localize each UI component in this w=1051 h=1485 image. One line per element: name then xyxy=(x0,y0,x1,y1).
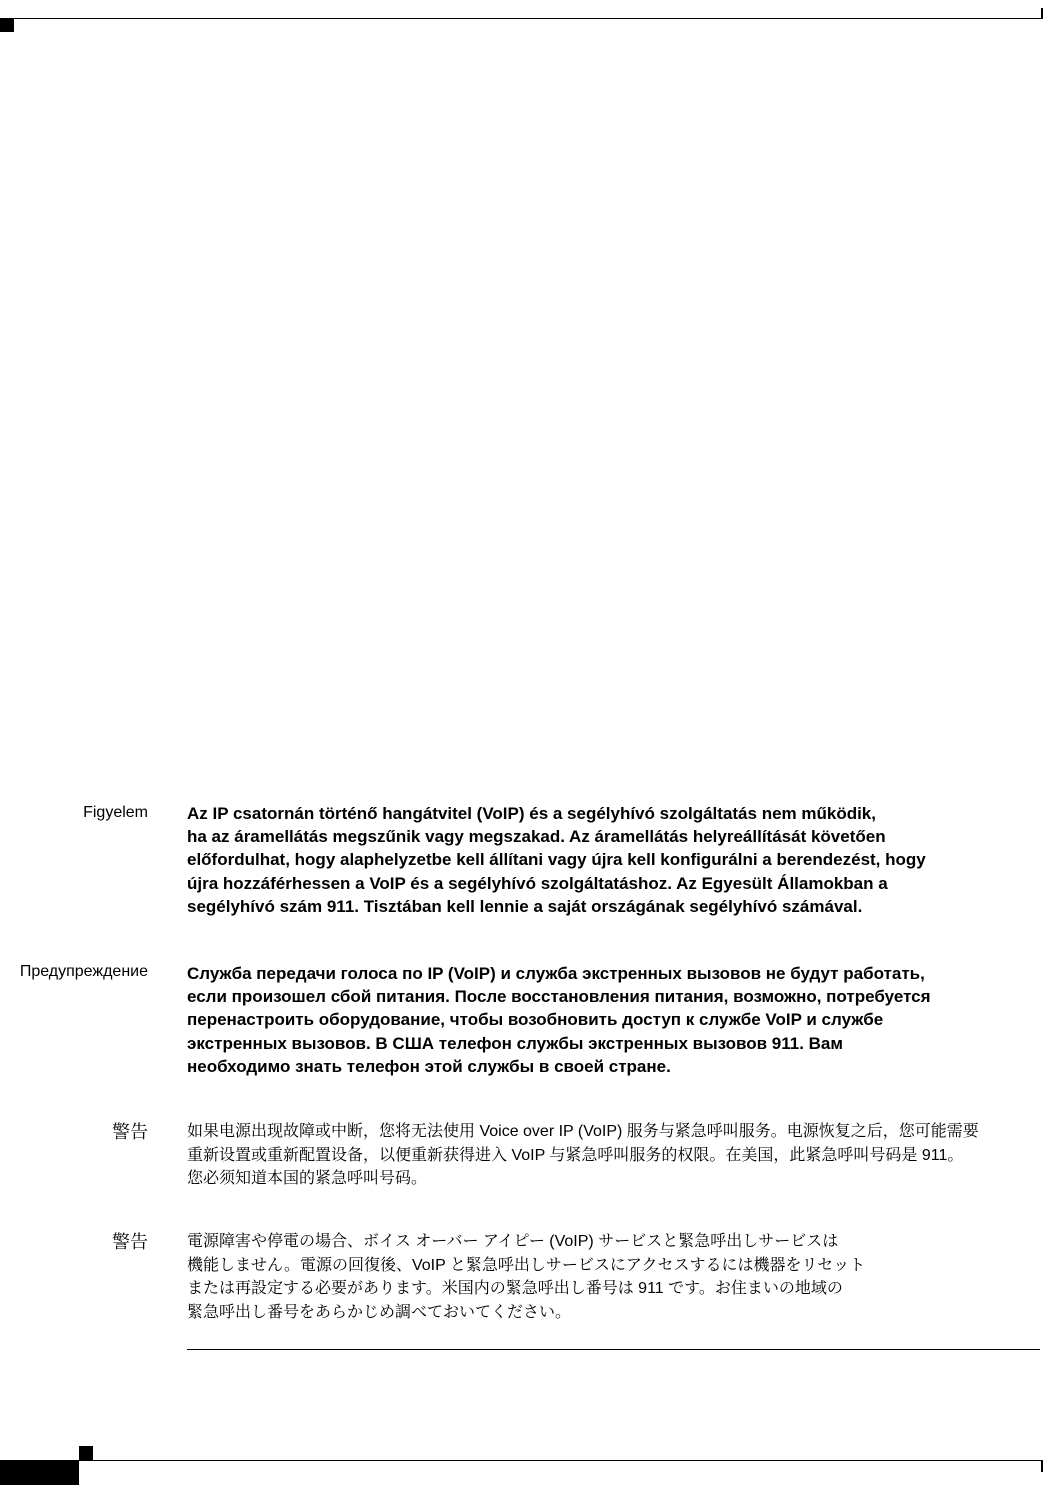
footer-square-marker xyxy=(79,1446,93,1460)
footer-black-tab xyxy=(0,1460,79,1485)
warning-label-chinese: 警告 xyxy=(112,1122,148,1142)
warning-line: 重新设置或重新配置设备，以便重新获得进入 VoIP 与紧急呼叫服务的权限。在美国，此紧急呼叫号码是 911。 xyxy=(187,1146,964,1164)
warning-line: 電源障害や停電の場合、ボイス オーバー アイピー (VoIP) サービスと緊急呼出しサービスは xyxy=(187,1233,839,1250)
warning-line: перенастроить оборудование, чтобы возобновить доступ к службе VoIP и службе xyxy=(187,1010,884,1030)
warning-line: 緊急呼出し番号をあらかじめ調べておいてください。 xyxy=(187,1303,572,1321)
header-square-marker xyxy=(0,18,14,32)
warning-text-hungarian xyxy=(187,802,926,918)
warning-text-japanese xyxy=(187,1230,865,1324)
warning-label-hungarian: Figyelem xyxy=(83,804,148,821)
header-rule xyxy=(0,18,1043,19)
warning-line: 您必须知道本国的紧急呼叫号码。 xyxy=(187,1170,428,1187)
warning-line: Служба передачи голоса по IP (VoIP) и служба экстренных вызовов не будут работать, xyxy=(187,964,925,983)
header-corner-tick xyxy=(1041,8,1043,19)
warning-line: экстренных вызовов. В США телефон службы экстренных вызовов 911. Вам xyxy=(187,1033,843,1053)
warning-text-chinese xyxy=(187,1120,979,1191)
warning-line: 機能しません。電源の回復後、VoIP と緊急呼出しサービスにアクセスするには機器をリセット xyxy=(187,1256,866,1274)
warning-label-japanese: 警告 xyxy=(112,1232,148,1252)
warning-line: előfordulhat, hogy alaphelyzetbe kell állítani vagy újra kell konfigurálni a berendezést, hogy xyxy=(187,850,926,870)
warning-text-russian xyxy=(187,962,931,1078)
warning-line: необходимо знать телефон этой службы в своей стране. xyxy=(187,1056,671,1076)
footer-rule xyxy=(0,1460,1043,1461)
warning-line: если произошел сбой питания. После восстановления питания, возможно, потребуется xyxy=(187,987,931,1007)
warning-line: újra hozzáférhessen a VoIP és a segélyhívó szolgáltatáshoz. Az Egyesült Államokban a xyxy=(187,873,888,893)
warning-line: または再設定する必要があります。米国内の緊急呼出し番号は 911 です。お住まいの地域の xyxy=(187,1280,843,1297)
warning-line: Az IP csatornán történő hangátvitel (VoIP) és a segélyhívó szolgáltatás nem működik, xyxy=(187,804,876,823)
warning-line: segélyhívó szám 911. Tisztában kell lennie a saját országának segélyhívó számával. xyxy=(187,896,863,916)
warning-label-russian: Предупреждение xyxy=(19,963,148,980)
warning-line: 如果电源出现故障或中断，您将无法使用 Voice over IP (VoIP) 服务与紧急呼叫服务。电源恢复之后，您可能需要 xyxy=(187,1123,979,1140)
warning-line: ha az áramellátás megszűnik vagy megszakad. Az áramellátás helyreállítását követően xyxy=(187,827,886,847)
footer-corner-tick xyxy=(1041,1460,1043,1472)
section-divider xyxy=(187,1349,1040,1350)
